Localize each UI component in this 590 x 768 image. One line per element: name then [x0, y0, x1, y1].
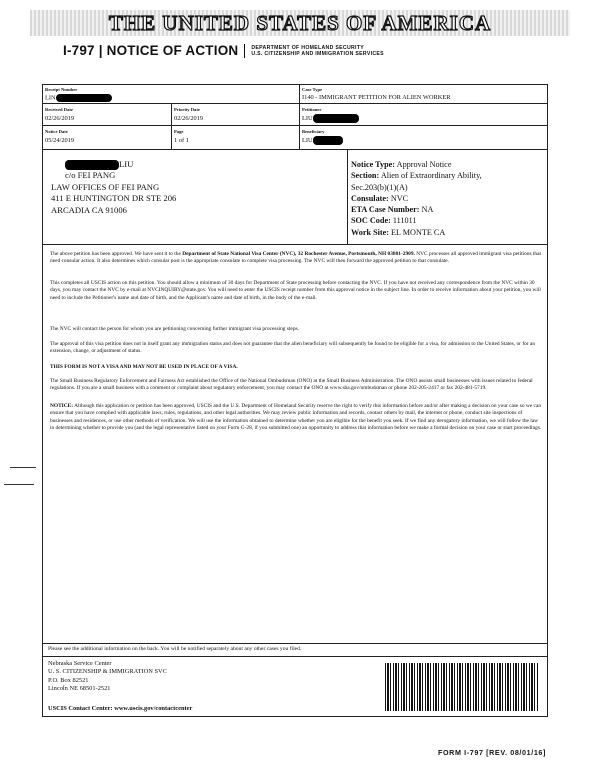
department-line-2: U.S. CITIZENSHIP AND IMMIGRATION SERVICES: [251, 50, 384, 57]
paragraph-nvc-processing: This completes all USCIS action on this petition. You should allow a minimum of 30 days for Department of State processing before contacting the NVC. If you have not received any correspondence from the NVC within 30 days, you may contact the NVC by e-mail at NVCINQUIRY@state.gov. You will need to enter the USCIS receipt number from this approval notice in the subject line. In order to receive information about your petition, you will need to include the Petitioner's name and date of birth, and the Applicant's name and date of birth, in the body of the e-mail.: [50, 280, 541, 301]
addressee-name: [51, 159, 176, 170]
address-line-3: LAW OFFICES OF FEI PANG: [51, 181, 160, 192]
office-line-3: P.O. Box 82521: [48, 676, 89, 684]
notice-section: Section: Alien of Extraordinary Ability,: [351, 171, 482, 181]
notice-date-label: Notice Date: [45, 129, 68, 134]
priority-date-label: Priority Date: [174, 107, 200, 112]
grid-line: [171, 103, 172, 149]
notice-box-border: [347, 149, 348, 244]
notice-eta: ETA Case Number: NA: [351, 205, 434, 215]
petitioner-prefix: LIU: [302, 114, 313, 122]
receipt-number-prefix: LIN: [45, 94, 56, 102]
redaction: [56, 94, 112, 102]
case-type-value: I140 - IMMIGRANT PETITION FOR ALIEN WORKER: [302, 94, 451, 101]
received-date-label: Received Date: [45, 107, 73, 112]
service-center-address: [48, 660, 167, 693]
bottom-divider: [43, 643, 547, 644]
notice-details: [351, 159, 482, 238]
office-line-1: Nebraska Service Center: [48, 660, 112, 667]
paragraph-approval: The above petition has been approved. We have sent it to the Department of State National Visa Center (NVC), 32 Rochester Avenue, Portsmouth, NH 03801-2909. NVC processes all approved immigrant visa petitions that need consular action. It also determines which consular post is the appropriate consulate to complete visa processing. The NVC will then forward the approved petition to that consulate.: [50, 251, 541, 265]
address-line-5: ARCADIA CA 91006: [51, 204, 127, 215]
received-date-value: 02/26/2019: [45, 115, 75, 122]
margin-mark: [4, 484, 34, 485]
redaction: [65, 160, 119, 170]
address-line-4: 411 E HUNTINGTON DR STE 206: [51, 193, 177, 204]
form-title: I-797 | NOTICE OF ACTION: [63, 43, 239, 58]
notice-frame: [42, 84, 548, 717]
grid-line: [43, 103, 547, 104]
page-value: 1 of 1: [174, 137, 189, 144]
office-line-2: U. S. CITIZENSHIP & IMMIGRATION SVC: [48, 668, 167, 676]
grid-line: [43, 149, 547, 150]
notice-soc: SOC Code: 111011: [351, 216, 417, 226]
notice-section-code: Sec.203(b)(1)(A): [351, 182, 408, 192]
grid-line: [299, 85, 300, 149]
heading-divider: [244, 44, 245, 58]
petitioner-label: Petitioner: [302, 107, 322, 112]
beneficiary-label: Beneficiary: [302, 129, 325, 134]
form-heading: [63, 43, 384, 58]
case-type-label: Case Type: [302, 87, 323, 92]
header-banner: THE UNITED STATES OF AMERICA: [30, 10, 570, 36]
department-line-1: DEPARTMENT OF HOMELAND SECURITY: [251, 44, 365, 51]
addressee-surname: LIU: [119, 159, 134, 169]
notice-box-border: [43, 244, 547, 245]
contact-center: USCIS Contact Center: www.uscis.gov/contactcenter: [48, 705, 193, 712]
beneficiary-prefix: LIU: [302, 136, 313, 144]
bottom-divider: [43, 656, 547, 657]
redaction: [313, 114, 359, 123]
receipt-number-label: Receipt Number: [45, 87, 78, 92]
page-label: Page: [174, 129, 184, 134]
petitioner-value: [302, 114, 359, 123]
notice-consulate: Consulate: NVC: [351, 193, 409, 203]
department-name: [251, 45, 384, 57]
office-line-4: Lincoln NE 68501-2521: [48, 684, 111, 692]
notice-date-value: 05/24/2019: [45, 137, 75, 144]
beneficiary-value: [302, 136, 343, 145]
form-revision: FORM I-797 [REV. 08/01/16]: [438, 748, 547, 757]
priority-date-value: 02/26/2019: [174, 115, 204, 122]
margin-mark: [10, 467, 36, 468]
address-line-2: c/o FEI PANG: [65, 170, 116, 181]
redaction: [313, 136, 343, 145]
paragraph-notice: NOTICE: Although this application or petition has been approved, USCIS and the U.S. Department of Homeland Security reserve the right to verify this information before and/or after making a decision on your case so we can ensure that you have complied with applicable laws, rules, regulations, and other legal authorities. We may review public information and records, contact others by mail, the internet or phone, conduct site inspections of businesses and residences, or use other methods of verification. We will use the information obtained to determine whether you are eligible for the benefit you seek. If we find any derogatory information, we will follow the law in determining whether to provide you (and the legal representative listed on your Form G-28, if you submitted one) an opportunity to address that information before we make a formal decision on your case or start proceedings.: [50, 403, 542, 432]
barcode: [385, 663, 539, 711]
paragraph-nvc-contact: The NVC will contact the person for whom you are petitioning concerning further immigrant visa processing steps.: [50, 326, 299, 332]
grid-line: [43, 125, 547, 126]
receipt-number-value: [45, 94, 112, 102]
paragraph-ombudsman: The Small Business Regulatory Enforcement and Fairness Act established the Office of the National Ombudsman (ONO) at the Small Business Administration. The ONO assists small businesses with issues related to federal regulations. If you are a small business with a comment or complaint about regulatory enforcement, you may contact the ONO at www.sba.gov/ombudsman or phone 202-205-2417 or fax 202-481-5719.: [50, 378, 533, 392]
mailing-address: [51, 159, 176, 216]
additional-info-note: Please see the additional information on the back. You will be notified separately about any other cases you filed.: [48, 646, 302, 652]
notice-type: Notice Type: Approval Notice: [351, 160, 452, 169]
paragraph-status: The approval of this visa petition does not in itself grant any immigration status and does not guarantee that the alien beneficiary will subsequently be found to be eligible for a visa, for admission to the United States, or for an extension, change, or adjustment of status.: [50, 341, 536, 355]
paragraph-not-visa: THIS FORM IS NOT A VISA AND MAY NOT BE USED IN PLACE OF A VISA.: [50, 364, 238, 370]
notice-worksite: Work Site: EL MONTE CA: [351, 227, 446, 237]
